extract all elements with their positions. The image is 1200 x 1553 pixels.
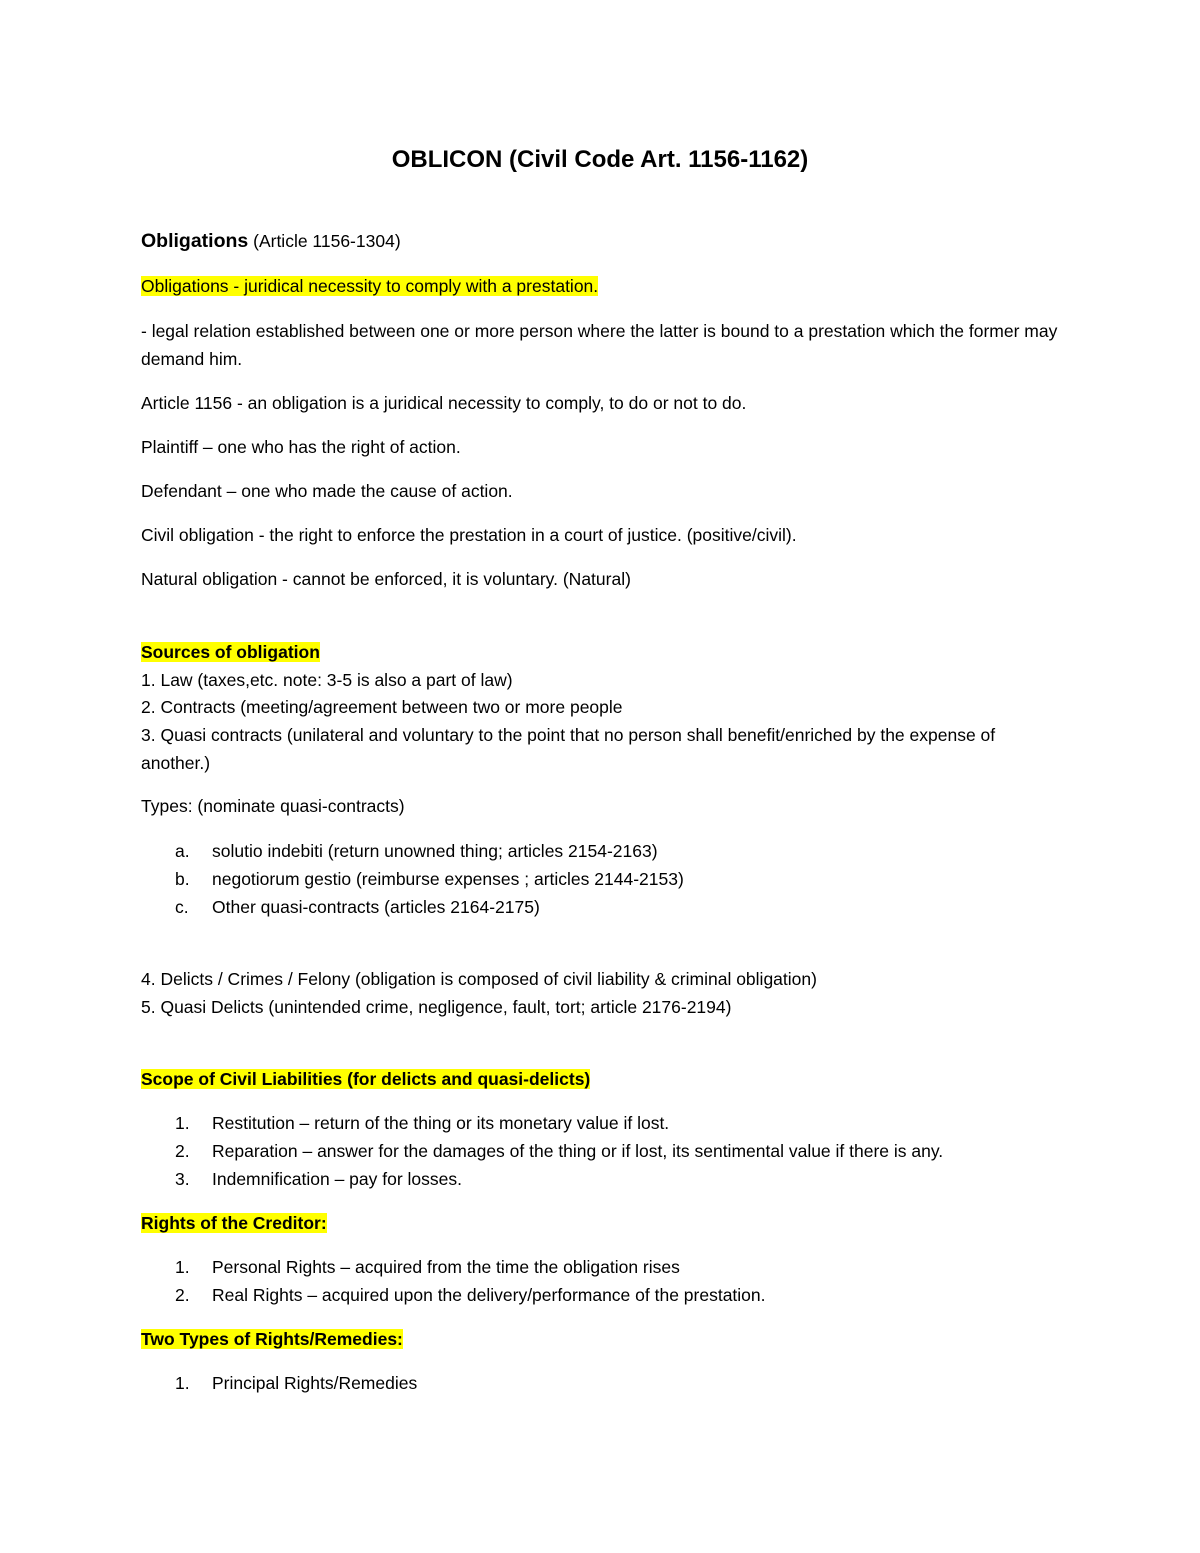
plaintiff-definition: Plaintiff – one who has the right of action. bbox=[141, 437, 461, 457]
list-marker: b. bbox=[175, 869, 190, 889]
article-1156-paragraph: Article 1156 - an obligation is a juridical necessity to comply, to do or not to do. bbox=[141, 393, 747, 413]
natural-obligation-definition: Natural obligation - cannot be enforced, it is voluntary. (Natural) bbox=[141, 569, 631, 589]
obligations-heading-bold: Obligations bbox=[141, 230, 249, 252]
page-title: OBLICON (Civil Code Art. 1156-1162) bbox=[391, 146, 809, 173]
list-item-text: Principal Rights/Remedies bbox=[212, 1373, 418, 1393]
list-item-text: negotiorum gestio (reimburse expenses ; articles 2144-2153) bbox=[212, 869, 684, 889]
list-marker: a. bbox=[175, 841, 190, 861]
scope-heading bbox=[141, 1068, 590, 1090]
civil-obligation-definition: Civil obligation - the right to enforce the prestation in a court of justice. (positive/civil). bbox=[141, 525, 797, 545]
list-item-text: Other quasi-contracts (articles 2164-2175) bbox=[212, 897, 540, 917]
sources-heading-text: Sources of obligation bbox=[141, 642, 320, 662]
source-item: 4. Delicts / Crimes / Felony (obligation is composed of civil liability & criminal obligation) bbox=[141, 969, 817, 989]
list-item-text: Real Rights – acquired upon the delivery/performance of the prestation. bbox=[212, 1285, 766, 1305]
list-item-text: solutio indebiti (return unowned thing; articles 2154-2163) bbox=[212, 841, 658, 861]
creditor-heading bbox=[141, 1212, 327, 1234]
list-item-text: Reparation – answer for the damages of the thing or if lost, its sentimental value if there is any. bbox=[212, 1141, 944, 1161]
source-item: 3. Quasi contracts (unilateral and voluntary to the point that no person shall benefit/enriched by the expense of another.) bbox=[141, 725, 996, 773]
list-item-text: Indemnification – pay for losses. bbox=[212, 1169, 462, 1189]
list-item-text: Personal Rights – acquired from the time the obligation rises bbox=[212, 1257, 680, 1277]
list-item-text: Restitution – return of the thing or its monetary value if lost. bbox=[212, 1113, 670, 1133]
remedies-heading bbox=[141, 1328, 403, 1350]
list-marker: 2. bbox=[175, 1141, 190, 1161]
legal-relation-paragraph: - legal relation established between one or more person where the latter is bound to a prestation which the former may demand him. bbox=[141, 321, 1058, 369]
obligations-definition-text: Obligations - juridical necessity to comply with a prestation. bbox=[141, 276, 599, 296]
scope-heading-text: Scope of Civil Liabilities (for delicts and quasi-delicts) bbox=[141, 1069, 591, 1089]
list-marker: 1. bbox=[175, 1257, 190, 1277]
sources-heading bbox=[141, 641, 320, 663]
remedies-heading-text: Two Types of Rights/Remedies: bbox=[141, 1329, 403, 1349]
defendant-definition: Defendant – one who made the cause of action. bbox=[141, 481, 513, 501]
types-label: Types: (nominate quasi-contracts) bbox=[141, 796, 405, 816]
obligations-definition bbox=[141, 275, 598, 297]
source-item: 1. Law (taxes,etc. note: 3-5 is also a part of law) bbox=[141, 670, 513, 690]
obligations-heading-articles: (Article 1156-1304) bbox=[248, 231, 401, 251]
creditor-heading-text: Rights of the Creditor: bbox=[141, 1213, 327, 1233]
list-marker: 2. bbox=[175, 1285, 190, 1305]
list-marker: c. bbox=[175, 897, 189, 917]
list-marker: 1. bbox=[175, 1113, 190, 1133]
list-marker: 1. bbox=[175, 1373, 190, 1393]
obligations-heading bbox=[141, 230, 401, 252]
list-marker: 3. bbox=[175, 1169, 190, 1189]
source-item: 5. Quasi Delicts (unintended crime, negligence, fault, tort; article 2176-2194) bbox=[141, 997, 732, 1017]
source-item: 2. Contracts (meeting/agreement between two or more people bbox=[141, 697, 623, 717]
